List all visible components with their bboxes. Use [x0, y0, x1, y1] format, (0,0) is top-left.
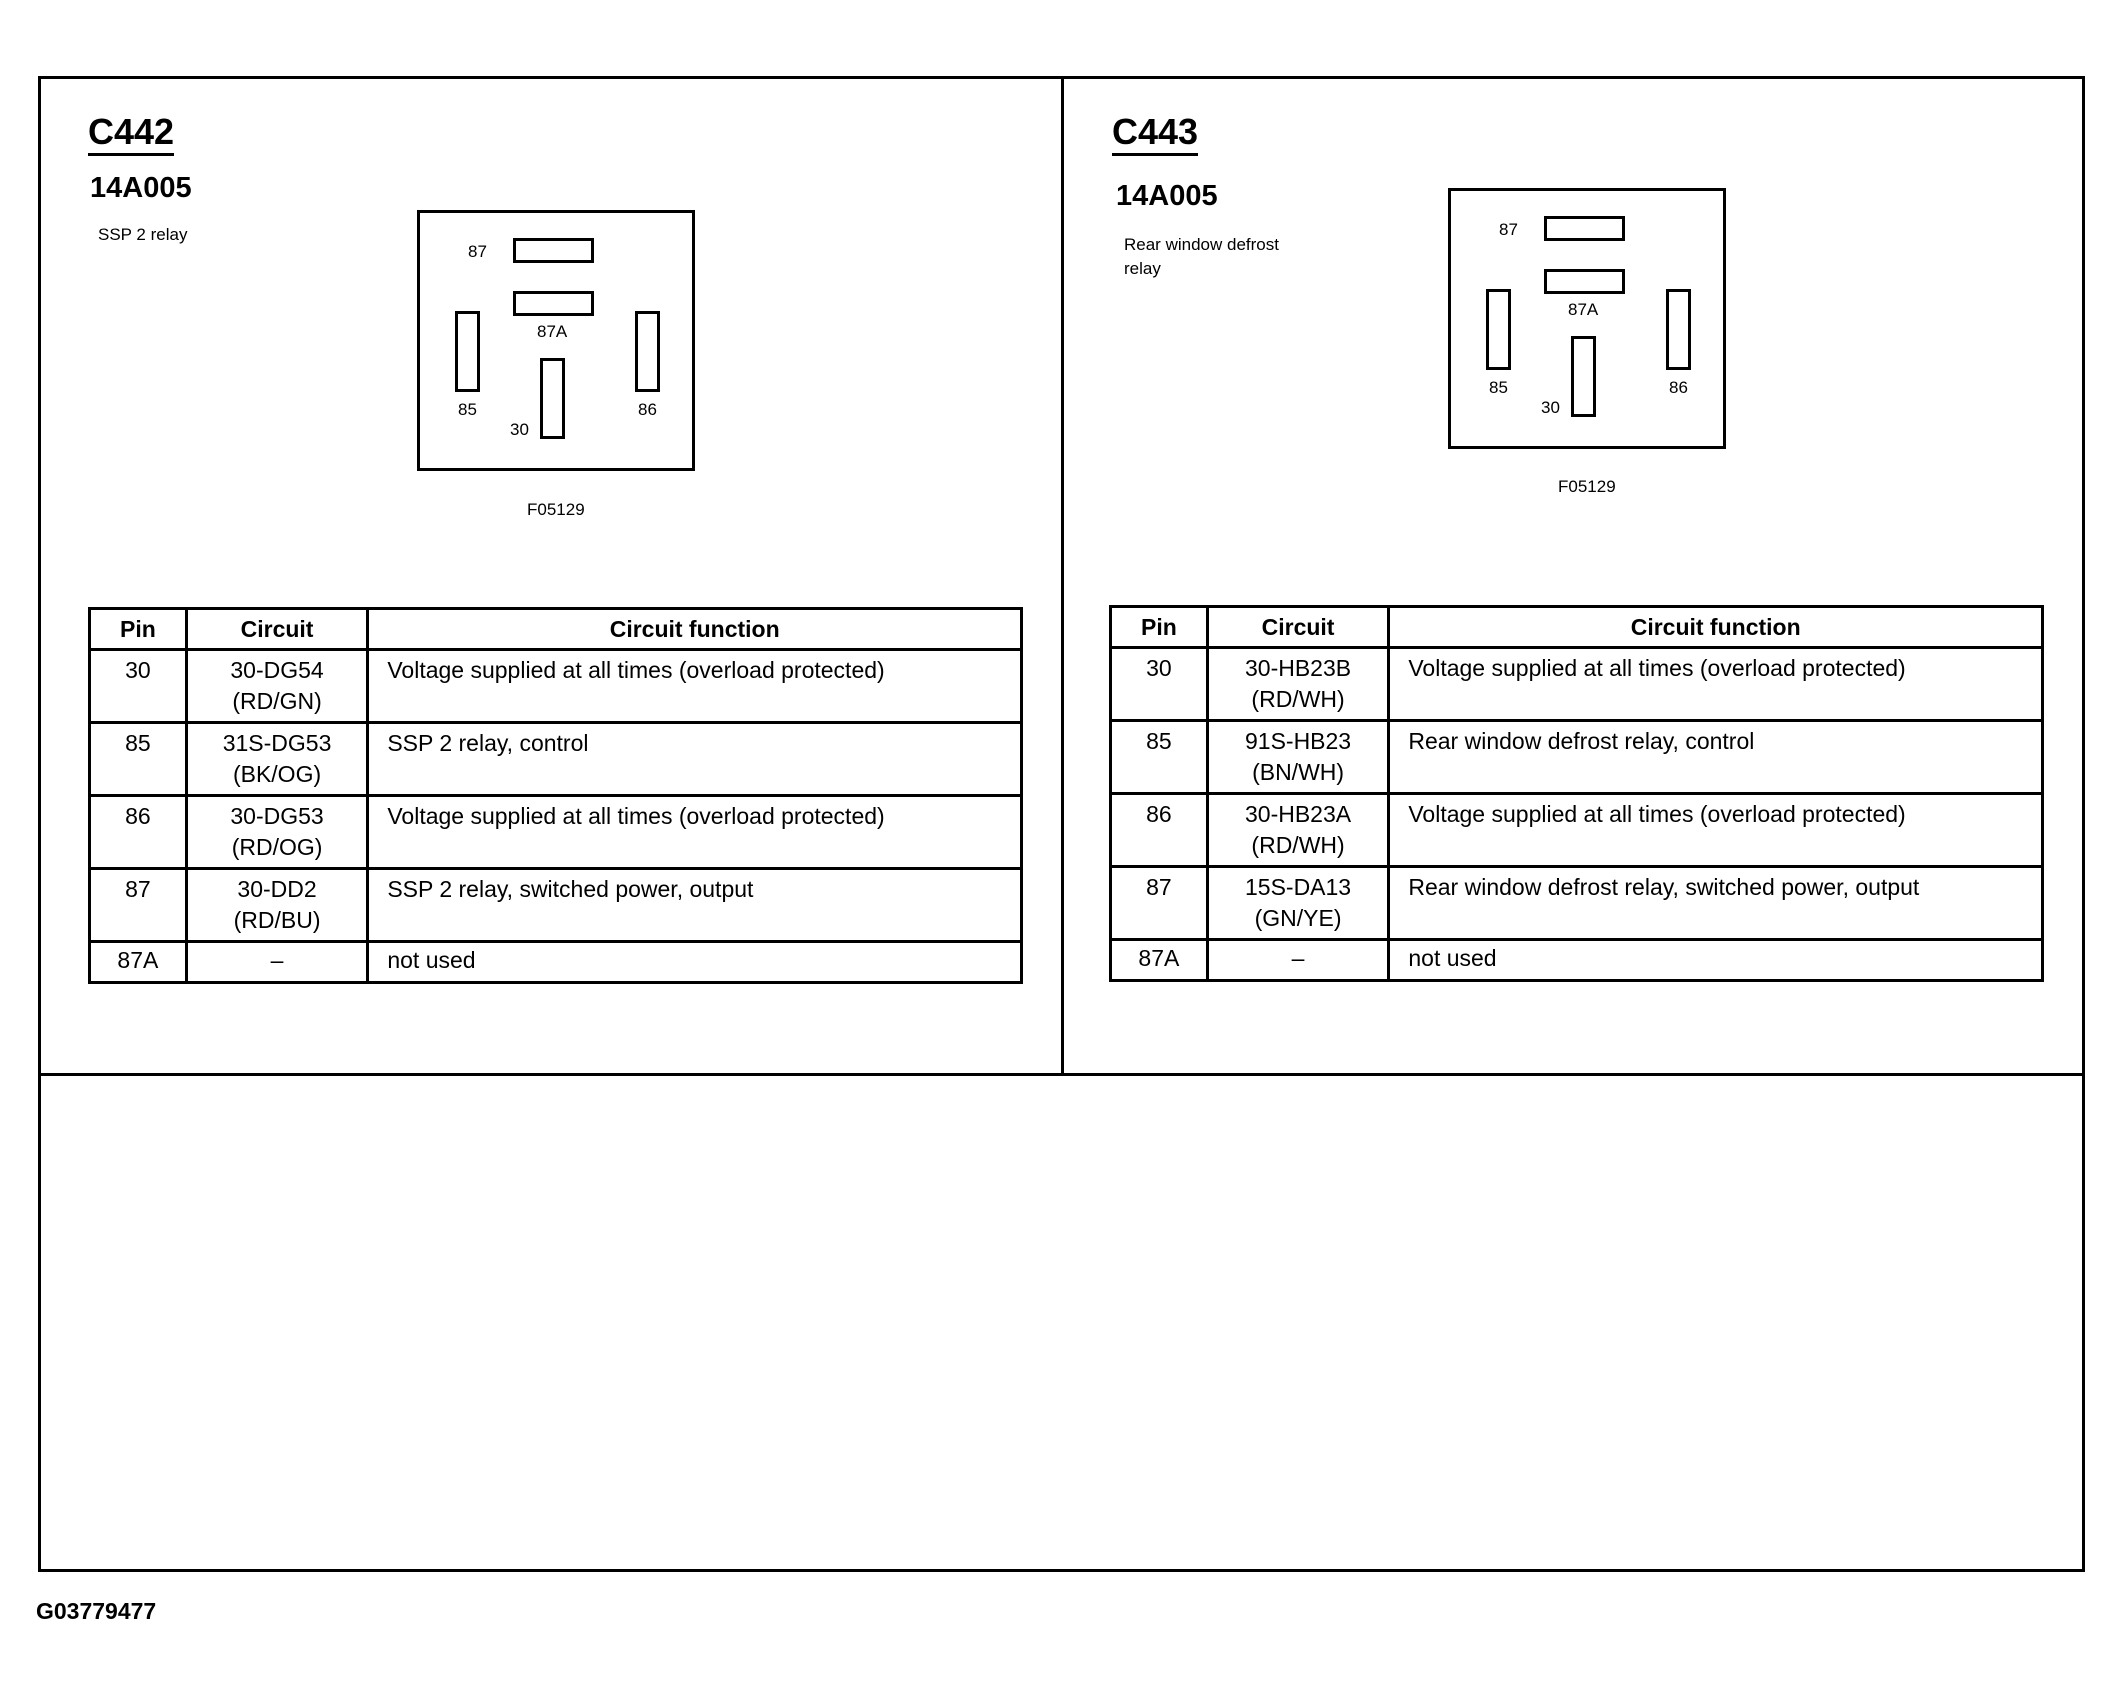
pin-cell: 87A: [1111, 940, 1208, 981]
connector-panel-c442: [38, 76, 1058, 1073]
table-row: [1111, 794, 2043, 867]
connector-panel-c443: [1064, 76, 2084, 1073]
pin-label-87: 87: [468, 242, 487, 261]
circuit-code: 30-HB23A: [1244, 801, 1352, 827]
part-number: 14A005: [90, 172, 192, 204]
table-row: [90, 650, 1022, 723]
circuit-cell: [1207, 867, 1389, 940]
part-description: Rear window defrost relay: [1124, 235, 1279, 278]
wire-color: (RD/WH): [1251, 686, 1345, 712]
circuit-code: 30-DD2: [237, 876, 317, 902]
relay-diagram: [417, 210, 695, 471]
circuit-code: 15S-DA13: [1244, 874, 1352, 900]
wire-color: (BK/OG): [232, 761, 322, 787]
table-row: [1111, 940, 2043, 981]
function-cell: Voltage supplied at all times (overload protected): [1389, 648, 2043, 721]
wire-color: (GN/YE): [1254, 905, 1342, 931]
document-id: G03779477: [36, 1598, 157, 1624]
function-cell: Voltage supplied at all times (overload protected): [368, 650, 1022, 723]
pin-cell: 30: [1111, 648, 1208, 721]
pin-cell: 87: [1111, 867, 1208, 940]
circuit-cell: [186, 796, 368, 869]
wire-color: (RD/BU): [233, 907, 321, 933]
pin-label-87a: 87A: [537, 322, 568, 341]
pin-slot-86: [635, 311, 660, 392]
table-header-row: [90, 609, 1022, 650]
pin-label-87: 87: [1499, 220, 1518, 239]
wire-color: (RD/GN): [232, 688, 322, 714]
header-pin: Pin: [1111, 607, 1208, 648]
part-number: 14A005: [1116, 180, 1218, 212]
function-cell: Voltage supplied at all times (overload protected): [368, 796, 1022, 869]
header-circuit: Circuit: [186, 609, 368, 650]
pin-slot-85: [455, 311, 480, 392]
circuit-cell: –: [1207, 940, 1389, 981]
circuit-cell: [1207, 794, 1389, 867]
circuit-code: 30-DG54: [230, 657, 324, 683]
pin-cell: 86: [1111, 794, 1208, 867]
function-cell: not used: [368, 942, 1022, 983]
pin-label-85: 85: [458, 400, 477, 419]
pinout-table: [88, 607, 1023, 984]
table-row: [90, 796, 1022, 869]
function-cell: Rear window defrost relay, control: [1389, 721, 2043, 794]
function-cell: SSP 2 relay, switched power, output: [368, 869, 1022, 942]
pin-slot-30: [1571, 336, 1596, 417]
circuit-code: 31S-DG53: [222, 730, 332, 756]
circuit-cell: [1207, 721, 1389, 794]
pin-cell: 85: [1111, 721, 1208, 794]
header-pin: Pin: [90, 609, 187, 650]
pin-label-87a: 87A: [1568, 300, 1599, 319]
table-row: [90, 723, 1022, 796]
pin-label-30: 30: [510, 420, 529, 439]
circuit-code: 30-DG53: [230, 803, 324, 829]
circuit-cell: [186, 723, 368, 796]
header-circuit: Circuit: [1207, 607, 1389, 648]
pin-cell: 87A: [90, 942, 187, 983]
part-description: SSP 2 relay: [98, 225, 188, 244]
circuit-cell: –: [186, 942, 368, 983]
pinout-table: [1109, 605, 2044, 982]
pin-slot-87: [513, 238, 594, 263]
figure-code: F05129: [527, 500, 585, 519]
wire-color: (RD/OG): [231, 834, 323, 860]
pin-slot-87a: [1544, 269, 1625, 294]
circuit-cell: [186, 650, 368, 723]
wire-color: (RD/WH): [1251, 832, 1345, 858]
function-cell: Voltage supplied at all times (overload protected): [1389, 794, 2043, 867]
pin-slot-87: [1544, 216, 1625, 241]
table-row: [1111, 721, 2043, 794]
table-row: [90, 942, 1022, 983]
wire-color: (BN/WH): [1252, 759, 1345, 785]
pin-cell: 85: [90, 723, 187, 796]
header-circuit-function: Circuit function: [368, 609, 1022, 650]
connector-title: C443: [1112, 114, 1198, 156]
circuit-cell: [186, 869, 368, 942]
table-header-row: [1111, 607, 2043, 648]
pin-cell: 30: [90, 650, 187, 723]
pin-label-86: 86: [1669, 378, 1688, 397]
function-cell: Rear window defrost relay, switched power, output: [1389, 867, 2043, 940]
pin-label-30: 30: [1541, 398, 1560, 417]
function-cell: not used: [1389, 940, 2043, 981]
pin-label-86: 86: [638, 400, 657, 419]
circuit-cell: [1207, 648, 1389, 721]
function-cell: SSP 2 relay, control: [368, 723, 1022, 796]
pin-label-85: 85: [1489, 378, 1508, 397]
relay-diagram: [1448, 188, 1726, 449]
table-row: [90, 869, 1022, 942]
header-circuit-function: Circuit function: [1389, 607, 2043, 648]
pin-cell: 86: [90, 796, 187, 869]
pin-slot-87a: [513, 291, 594, 316]
table-row: [1111, 867, 2043, 940]
table-row: [1111, 648, 2043, 721]
circuit-code: 30-HB23B: [1244, 655, 1352, 681]
pin-slot-85: [1486, 289, 1511, 370]
pin-cell: 87: [90, 869, 187, 942]
figure-code: F05129: [1558, 477, 1616, 496]
pin-slot-86: [1666, 289, 1691, 370]
circuit-code: 91S-HB23: [1244, 728, 1352, 754]
pin-slot-30: [540, 358, 565, 439]
connector-title: C442: [88, 114, 174, 156]
